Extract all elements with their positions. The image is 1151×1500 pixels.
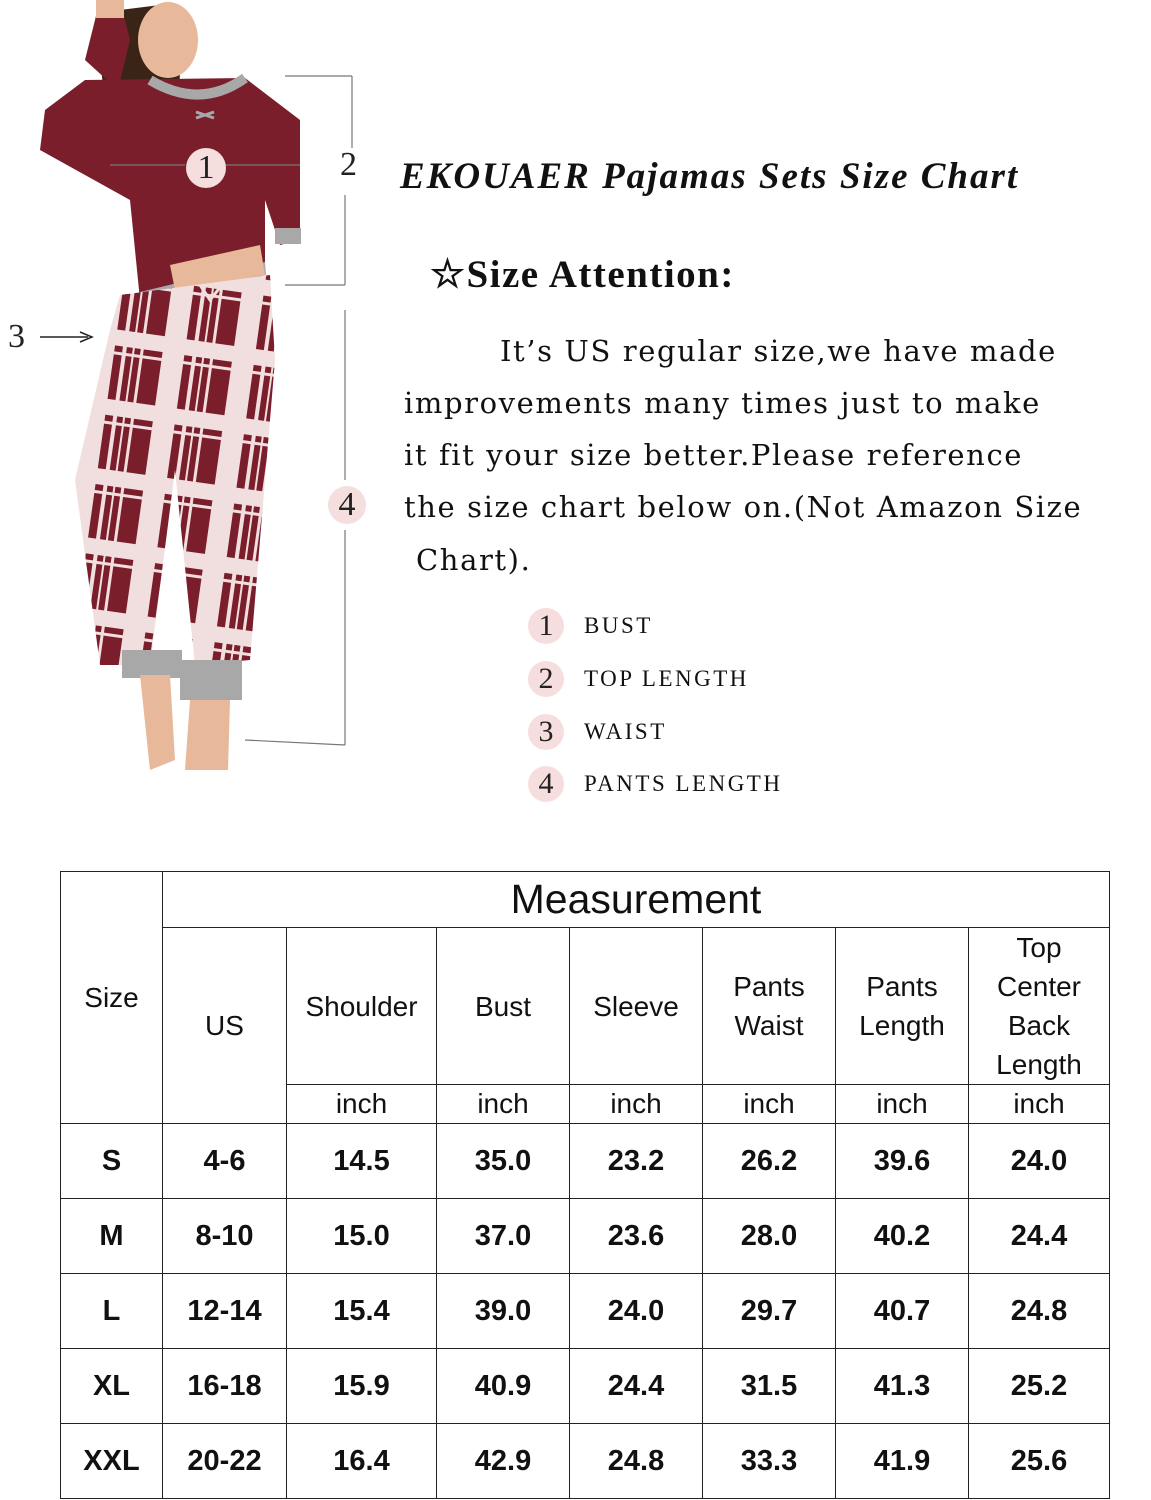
value-cell: 39.0 — [437, 1274, 570, 1349]
value-cell: 26.2 — [703, 1124, 836, 1199]
value-cell: 40.9 — [437, 1349, 570, 1424]
marker-1-bust: 1 — [186, 148, 226, 188]
value-cell: 16-18 — [163, 1349, 287, 1424]
value-cell: 33.3 — [703, 1424, 836, 1499]
column-header-shoulder: Shoulder — [287, 928, 437, 1085]
marker-4-pants-length: 4 — [328, 486, 366, 524]
size-cell: XXL — [61, 1424, 163, 1499]
column-header-pants-length: Pants Length — [836, 928, 969, 1085]
value-cell: 40.2 — [836, 1199, 969, 1274]
value-cell: 4-6 — [163, 1124, 287, 1199]
value-cell: 20-22 — [163, 1424, 287, 1499]
unit-cell: inch — [570, 1085, 703, 1124]
model-figure — [0, 0, 400, 800]
value-cell: 24.8 — [969, 1274, 1110, 1349]
value-cell: 41.9 — [836, 1424, 969, 1499]
column-header-sleeve: Sleeve — [570, 928, 703, 1085]
table-row — [61, 1274, 1110, 1349]
unit-cell: inch — [836, 1085, 969, 1124]
table-row — [61, 1424, 1110, 1499]
table-row — [61, 1124, 1110, 1199]
size-chart-table — [60, 871, 1110, 1499]
paragraph-line-4: the size chart below on.(Not Amazon Size — [404, 490, 1083, 524]
size-cell: XL — [61, 1349, 163, 1424]
value-cell: 24.4 — [570, 1349, 703, 1424]
value-cell: 37.0 — [437, 1199, 570, 1274]
column-header-top-center-back-length: Top Center Back Length — [969, 928, 1110, 1085]
value-cell: 15.9 — [287, 1349, 437, 1424]
face-shape — [138, 2, 198, 78]
value-cell: 16.4 — [287, 1424, 437, 1499]
unit-cell: inch — [969, 1085, 1110, 1124]
size-cell: L — [61, 1274, 163, 1349]
value-cell: 39.6 — [836, 1124, 969, 1199]
value-cell: 15.4 — [287, 1274, 437, 1349]
value-cell: 24.4 — [969, 1199, 1110, 1274]
legend-item-pants-length: 4 PANTS LENGTH — [528, 766, 782, 802]
legend-item-top-length: 2 TOP LENGTH — [528, 661, 749, 697]
column-header-pants-waist: Pants Waist — [703, 928, 836, 1085]
value-cell: 40.7 — [836, 1274, 969, 1349]
size-cell: S — [61, 1124, 163, 1199]
marker-3-waist: 3 — [8, 318, 25, 355]
legend-item-waist: 3 WAIST — [528, 714, 667, 750]
paragraph-line-3: it fit your size better.Please reference — [404, 438, 1024, 472]
value-cell: 15.0 — [287, 1199, 437, 1274]
value-cell: 25.2 — [969, 1349, 1110, 1424]
value-cell: 24.8 — [570, 1424, 703, 1499]
value-cell: 24.0 — [570, 1274, 703, 1349]
value-cell: 42.9 — [437, 1424, 570, 1499]
marker-2-top-length: 2 — [340, 146, 357, 183]
value-cell: 29.7 — [703, 1274, 836, 1349]
value-cell: 14.5 — [287, 1124, 437, 1199]
table-header-row-1 — [61, 872, 1110, 928]
value-cell: 23.2 — [570, 1124, 703, 1199]
page-title: EKOUAER Pajamas Sets Size Chart — [400, 156, 1020, 197]
paragraph-line-5: Chart). — [416, 543, 532, 577]
table-row — [61, 1349, 1110, 1424]
value-cell: 23.6 — [570, 1199, 703, 1274]
size-header-cell: Size — [61, 872, 163, 1124]
value-cell: 28.0 — [703, 1199, 836, 1274]
value-cell: 41.3 — [836, 1349, 969, 1424]
table-header-row-2 — [61, 928, 1110, 1085]
table-body — [61, 1124, 1110, 1499]
value-cell: 24.0 — [969, 1124, 1110, 1199]
value-cell: 31.5 — [703, 1349, 836, 1424]
size-cell: M — [61, 1199, 163, 1274]
size-attention-heading: ☆Size Attention: — [430, 253, 735, 296]
column-header-us: US — [163, 928, 287, 1124]
pants-shape — [75, 275, 275, 665]
value-cell: 25.6 — [969, 1424, 1110, 1499]
measurement-header-cell: Measurement — [163, 872, 1110, 928]
legend-item-bust: 1 BUST — [528, 608, 653, 644]
value-cell: 35.0 — [437, 1124, 570, 1199]
value-cell: 12-14 — [163, 1274, 287, 1349]
paragraph-line-2: improvements many times just to make — [404, 386, 1041, 420]
table-row — [61, 1199, 1110, 1274]
paragraph-line-1: It’s US regular size,we have made — [500, 334, 1057, 368]
unit-cell: inch — [287, 1085, 437, 1124]
value-cell: 8-10 — [163, 1199, 287, 1274]
unit-cell: inch — [703, 1085, 836, 1124]
unit-cell: inch — [437, 1085, 570, 1124]
column-header-bust: Bust — [437, 928, 570, 1085]
